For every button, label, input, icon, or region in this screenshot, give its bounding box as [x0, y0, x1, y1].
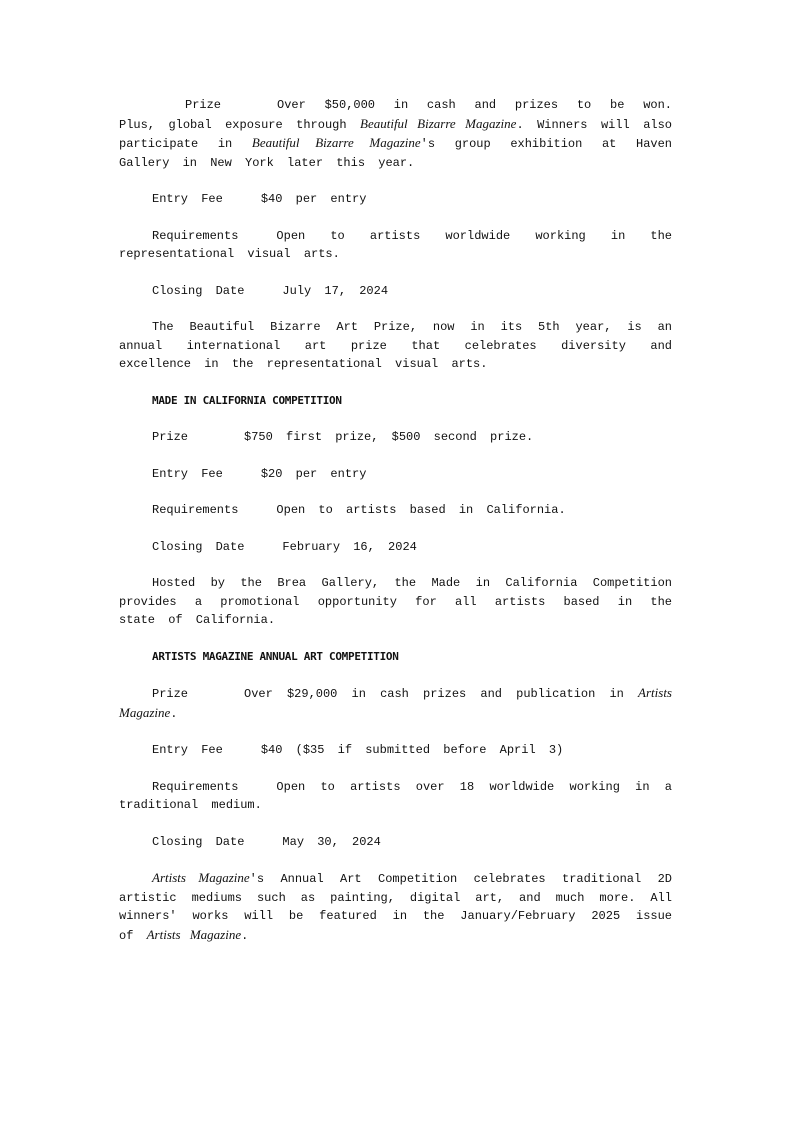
prize-text: Over $50,000 in cash and prizes to be won. Plus, global exposure through	[119, 98, 672, 132]
closing-date-paragraph	[119, 833, 672, 852]
requirements-value: Open to artists based in California.	[276, 503, 566, 517]
prize-text: 's group exhibition at Haven Gallery in New York later this year.	[119, 137, 672, 170]
document-page	[119, 96, 672, 945]
entry-fee-value: $20 per entry	[260, 466, 367, 481]
entry-fee-value: $40 per entry	[260, 192, 367, 206]
prize-label: Prize	[152, 687, 189, 701]
prize-label: Prize	[185, 98, 222, 112]
section-heading: MADE IN CALIFORNIA COMPETITION	[152, 393, 342, 407]
closing-date-paragraph	[119, 538, 672, 557]
section-heading: ARTISTS MAGAZINE ANNUAL ART COMPETITION	[152, 649, 399, 663]
closing-date-value: July 17, 2024	[282, 283, 389, 298]
magazine-title: Artists Magazine	[146, 926, 242, 942]
prize-text: .	[170, 706, 178, 721]
requirements-label: Requirements	[152, 503, 239, 517]
description-paragraph: The Beautiful Bizarre Art Prize, now in its 5th year, is an annual international art prize that celebrates diversity and excellence in the representational visual arts.	[119, 320, 672, 371]
entry-fee-paragraph	[119, 190, 672, 209]
description-text: .	[241, 928, 249, 943]
entry-fee-value: $40 ($35 if submitted before April 3)	[260, 743, 564, 757]
entry-fee-label: Entry Fee	[152, 466, 223, 481]
description-text: 's Annual Art Competition celebrates traditional 2D artistic mediums such as painting, digital art, and much more. All winners' works will be featured in the January/February 2025 issue of	[119, 872, 672, 943]
magazine-title: Beautiful Bizarre Magazine	[251, 135, 421, 150]
entry-fee-label: Entry Fee	[152, 743, 223, 757]
requirements-label: Requirements	[152, 779, 239, 794]
closing-date-label: Closing Date	[152, 283, 245, 298]
prize-label: Prize	[152, 430, 189, 444]
requirements-paragraph	[119, 778, 672, 815]
prize-value: $750 first prize, $500 second prize.	[244, 430, 534, 444]
requirements-paragraph	[119, 227, 672, 264]
requirements-label: Requirements	[152, 228, 239, 243]
prize-paragraph	[119, 684, 672, 723]
entry-fee-paragraph	[119, 741, 672, 760]
requirements-value: Open to artists worldwide working in the representational visual arts.	[119, 228, 672, 261]
prize-text: . Winners will also participate in	[119, 117, 672, 151]
requirements-paragraph	[119, 501, 672, 520]
prize-paragraph	[119, 96, 672, 172]
description-paragraph	[119, 869, 672, 945]
prize-text: Over $29,000 in cash prizes and publication in	[244, 687, 624, 701]
entry-fee-label: Entry Fee	[152, 192, 223, 206]
magazine-title: Artists Magazine	[119, 685, 672, 720]
description-paragraph: Hosted by the Brea Gallery, the Made in California Competition provides a promotional opportunity for all artists based in the state of California.	[119, 576, 672, 627]
magazine-title: Beautiful Bizarre Magazine	[360, 115, 517, 131]
closing-date-paragraph	[119, 282, 672, 301]
prize-paragraph	[119, 428, 672, 447]
closing-date-value: May 30, 2024	[282, 834, 381, 849]
closing-date-label: Closing Date	[152, 834, 245, 849]
closing-date-value: February 16, 2024	[282, 539, 417, 554]
requirements-value: Open to artists over 18 worldwide working in a traditional medium.	[119, 779, 672, 812]
entry-fee-paragraph	[119, 465, 672, 484]
magazine-title: Artists Magazine	[152, 870, 250, 885]
closing-date-label: Closing Date	[152, 539, 245, 554]
